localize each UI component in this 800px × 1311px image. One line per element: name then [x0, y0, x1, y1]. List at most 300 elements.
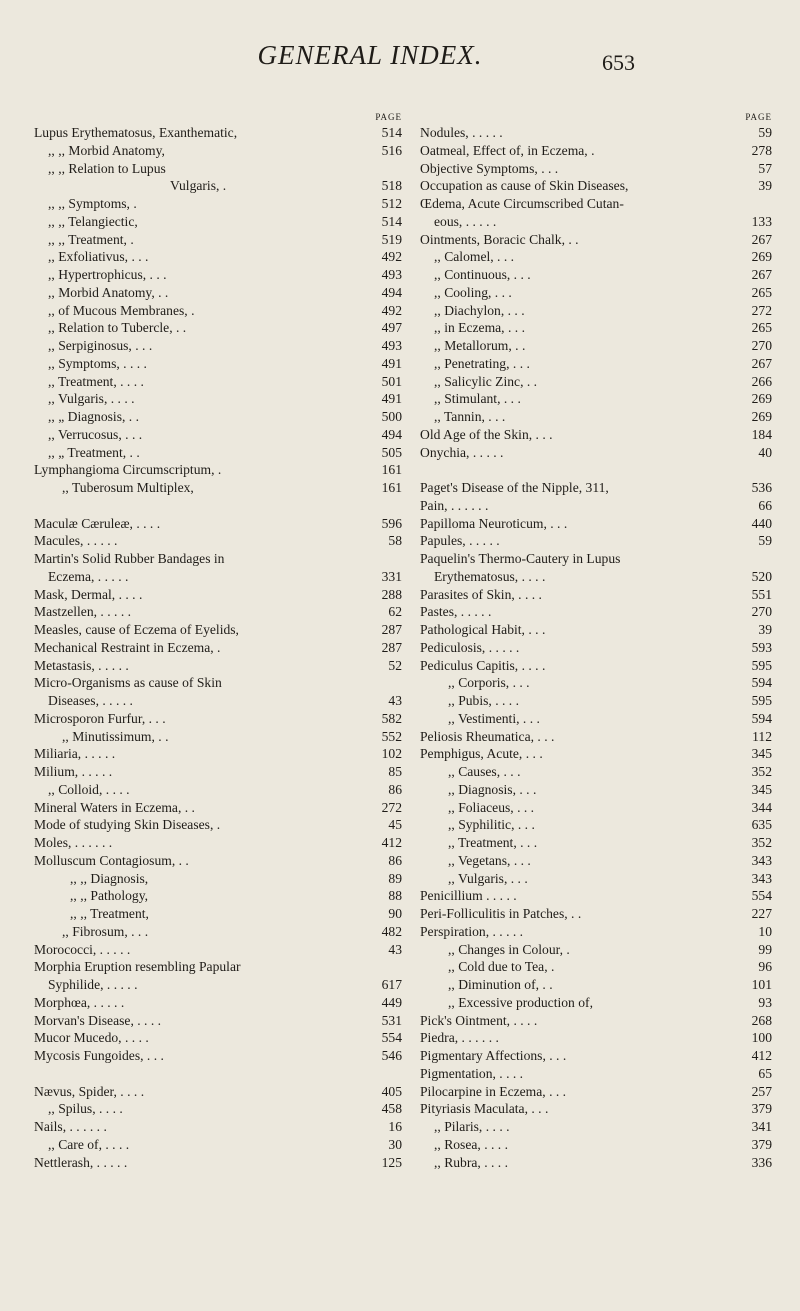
entry-label: ,, ,, Diagnosis,	[70, 870, 149, 886]
entry-page-number: 379	[751, 1101, 772, 1117]
index-column-left	[34, 110, 402, 1171]
entry-label: ,, Rubra, . . . .	[434, 1154, 509, 1170]
entry-label: ,, Corporis, . . .	[448, 675, 530, 691]
entry-label: ,, ,, Pathology,	[70, 888, 149, 904]
entry-page-number: 595	[751, 693, 772, 708]
entry-label: Syphilide, . . . . .	[48, 977, 138, 992]
entry-label: ,, Calomel, . . .	[434, 249, 515, 265]
entry-label: ,, Metallorum, . .	[434, 338, 526, 353]
index-entry	[420, 515, 772, 533]
entry-label: Macules, . . . . .	[34, 533, 118, 549]
entry-label: ,, „ Treatment, . .	[48, 444, 140, 460]
entry-page-number: 536	[751, 480, 772, 495]
entry-page-number: 265	[751, 320, 772, 336]
index-entry	[420, 905, 772, 923]
entry-page-number: 88	[388, 888, 402, 904]
page-number: 653	[602, 50, 635, 75]
index-entry	[420, 958, 772, 976]
index-entry	[420, 923, 772, 941]
entry-page-number: 257	[751, 1083, 772, 1099]
index-entry	[420, 763, 772, 781]
entry-page-number: 505	[381, 444, 402, 460]
entry-page-number: 270	[751, 604, 772, 620]
index-entry	[34, 231, 402, 249]
entry-page-number: 89	[388, 870, 402, 886]
index-entry	[34, 994, 402, 1012]
index-entry	[420, 497, 772, 515]
entry-page-number: 52	[388, 657, 402, 673]
entry-page-number: 184	[751, 426, 772, 442]
index-entry	[420, 941, 772, 959]
index-entry	[34, 1047, 402, 1065]
index-entry	[420, 213, 772, 231]
index-entry	[34, 941, 402, 959]
running-title: GENERAL INDEX.	[257, 40, 483, 70]
index-entry	[34, 976, 402, 994]
index-entry	[34, 302, 402, 320]
entry-label: ,, Penetrating, . . .	[434, 355, 530, 371]
entry-page-number: 494	[381, 426, 402, 442]
index-entry	[34, 728, 402, 746]
entry-label: ,, Continuous, . . .	[434, 267, 531, 282]
entry-label: ,, Stimulant, . . .	[434, 391, 521, 407]
index-entry	[420, 1065, 772, 1083]
entry-page-number: 93	[758, 994, 772, 1010]
entry-label: ,, Diachylon, . . .	[434, 302, 525, 318]
entry-page-number: 66	[758, 497, 772, 513]
entry-page-number: 331	[381, 568, 402, 584]
entry-page-number: 596	[381, 515, 402, 531]
index-entry	[34, 958, 402, 976]
entry-label: Erythematosus, . . . .	[434, 568, 546, 584]
entry-page-number: 267	[751, 231, 772, 247]
entry-label: Morphia Eruption resembling Papular	[34, 959, 241, 975]
entry-label: ,, of Mucous Membranes, .	[48, 302, 195, 318]
entry-label: Metastasis, . . . . .	[34, 657, 129, 673]
index-entry	[34, 603, 402, 621]
index-entry	[34, 799, 402, 817]
index-entry	[420, 1029, 772, 1047]
entry-label: ,, in Eczema, . . .	[434, 320, 525, 336]
index-entry	[34, 1136, 402, 1154]
entry-label: ,, Verrucosus, . . .	[48, 426, 143, 442]
entry-label: ,, Foliaceus, . . .	[448, 799, 535, 815]
entry-page-number: 58	[388, 533, 402, 549]
entry-page-number: 278	[751, 142, 772, 158]
entry-page-number: 43	[388, 693, 402, 708]
entry-label: Pathological Habit, . . .	[420, 622, 546, 637]
index-entry	[34, 905, 402, 923]
entry-label: ,, ,, Symptoms, .	[48, 196, 137, 211]
entry-page-number: 520	[751, 568, 772, 584]
entry-label: ,, Spilus, . . . .	[48, 1101, 123, 1117]
entry-page-number: 595	[751, 657, 772, 673]
entry-page-number: 546	[381, 1048, 402, 1063]
entry-label: Paget's Disease of the Nipple, 311,	[420, 480, 609, 495]
index-entry	[420, 319, 772, 337]
entry-label: Mask, Dermal, . . . .	[34, 586, 143, 602]
entry-label: ,, Serpiginosus, . . .	[48, 338, 153, 353]
index-entry	[34, 763, 402, 781]
entry-label: Nettlerash, . . . . .	[34, 1154, 128, 1170]
index-entry	[34, 674, 402, 692]
entry-page-number: 287	[381, 622, 402, 637]
entry-page-number: 269	[751, 391, 772, 407]
entry-page-number: 491	[381, 391, 402, 407]
index-entry	[34, 710, 402, 728]
index-entry	[420, 621, 772, 639]
index-entry	[34, 444, 402, 462]
index-entry	[34, 923, 402, 941]
index-entry	[420, 887, 772, 905]
index-entry	[34, 461, 402, 479]
entry-page-number: 272	[381, 799, 402, 815]
index-entry	[34, 1154, 402, 1172]
index-entry	[34, 248, 402, 266]
entry-label: ,, Care of, . . . .	[48, 1136, 130, 1152]
index-entry	[34, 1012, 402, 1030]
entry-label: Paquelin's Thermo-Cautery in Lupus	[420, 551, 621, 566]
entry-page-number: 516	[381, 142, 402, 158]
index-entry	[34, 373, 402, 391]
entry-page-number: 512	[381, 196, 402, 211]
entry-page-number: 336	[751, 1154, 772, 1170]
entry-label: Measles, cause of Eczema of Eyelids,	[34, 622, 239, 637]
entry-page-number: 16	[388, 1119, 402, 1134]
index-entry	[34, 586, 402, 604]
index-entry	[420, 390, 772, 408]
index-entry	[420, 248, 772, 266]
index-entry	[420, 302, 772, 320]
index-entry	[420, 745, 772, 763]
entry-label: Pain, . . . . . .	[420, 497, 489, 513]
entry-label: Objective Symptoms, . . .	[420, 160, 559, 176]
entry-page-number: 492	[381, 302, 402, 318]
entry-page-number: 288	[381, 586, 402, 602]
entry-page-number: 493	[381, 338, 402, 353]
index-entry	[420, 799, 772, 817]
entry-label: Peliosis Rheumatica, . . .	[420, 728, 555, 744]
entry-page-number: 65	[758, 1065, 772, 1081]
entry-label: Peri-Folliculitis in Patches, . .	[420, 906, 582, 921]
entry-page-number: 594	[751, 710, 772, 726]
section-gap	[34, 497, 402, 515]
index-entry	[420, 1100, 772, 1118]
entry-page-number: 551	[751, 586, 772, 602]
entry-label: Pediculus Capitis, . . . .	[420, 657, 546, 673]
index-entry	[420, 976, 772, 994]
index-entry	[34, 639, 402, 657]
entry-page-number: 161	[381, 462, 402, 478]
index-entry	[420, 373, 772, 391]
index-entry	[420, 177, 772, 195]
entry-label: Mode of studying Skin Diseases, .	[34, 817, 221, 833]
entry-label: Parasites of Skin, . . . .	[420, 586, 542, 602]
index-entry	[420, 532, 772, 550]
index-entry	[420, 816, 772, 834]
index-entry	[420, 337, 772, 355]
entry-label: Papules, . . . . .	[420, 533, 500, 549]
entry-label: Eczema, . . . . .	[48, 568, 129, 584]
entry-page-number: 352	[751, 835, 772, 850]
index-entry	[420, 674, 772, 692]
entry-label: Lymphangioma Circumscriptum, .	[34, 462, 222, 478]
entry-label: ,, Treatment, . . . .	[48, 373, 144, 389]
entry-label: ,, Relation to Tubercle, . .	[48, 320, 187, 336]
index-entry	[34, 319, 402, 337]
entry-label: Pick's Ointment, . . . .	[420, 1012, 538, 1028]
index-entry	[34, 355, 402, 373]
entry-label: ,, Cooling, . . .	[434, 284, 512, 300]
entry-page-number: 593	[751, 639, 772, 655]
entry-page-number: 582	[381, 710, 402, 726]
entry-label: ,, Causes, . . .	[448, 764, 521, 779]
entry-page-number: 412	[751, 1048, 772, 1063]
index-entry	[34, 621, 402, 639]
index-entry	[420, 426, 772, 444]
entry-label: ,, Tuberosum Multiplex,	[62, 480, 194, 495]
entry-label: ,, Hypertrophicus, . . .	[48, 267, 167, 282]
entry-page-number: 379	[751, 1136, 772, 1152]
index-entry	[34, 515, 402, 533]
index-entry	[420, 266, 772, 284]
entry-page-number: 227	[751, 906, 772, 921]
entry-page-number: 343	[751, 852, 772, 868]
entry-page-number: 458	[381, 1101, 402, 1117]
index-entry	[420, 1012, 772, 1030]
index-entry	[34, 213, 402, 231]
index-entry	[34, 692, 402, 710]
entry-page-number: 133	[751, 213, 772, 229]
entry-page-number: 440	[751, 515, 772, 531]
entry-label: Piedra, . . . . . .	[420, 1030, 499, 1046]
entry-label: ,, Cold due to Tea, .	[448, 959, 555, 975]
index-entry	[420, 781, 772, 799]
entry-page-number: 267	[751, 355, 772, 371]
entry-label: Ointments, Boracic Chalk, . .	[420, 231, 579, 247]
entry-page-number: 265	[751, 284, 772, 300]
entry-page-number: 343	[751, 870, 772, 886]
entry-label: ,, Pilaris, . . . .	[434, 1119, 510, 1134]
index-entry	[420, 568, 772, 586]
index-entry	[420, 1118, 772, 1136]
entry-page-number: 39	[758, 622, 772, 637]
entry-label: ,, Diagnosis, . . .	[448, 781, 537, 797]
entry-page-number: 594	[751, 675, 772, 691]
page-column-label: PAGE	[375, 112, 402, 122]
index-entry	[34, 816, 402, 834]
entry-label: ,, ,, Telangiectic,	[48, 213, 138, 229]
index-entry	[420, 586, 772, 604]
entry-label: ,, Vegetans, . . .	[448, 852, 531, 868]
entry-label: Old Age of the Skin, . . .	[420, 426, 553, 442]
index-entry	[34, 177, 402, 195]
entry-label: Morphœa, . . . . .	[34, 994, 125, 1010]
entry-page-number: 43	[388, 941, 402, 957]
index-entry	[34, 870, 402, 888]
entry-label: Diseases, . . . . .	[48, 693, 133, 708]
entry-page-number: 491	[381, 355, 402, 371]
index-entry	[420, 1047, 772, 1065]
entry-page-number: 40	[758, 444, 772, 460]
entry-page-number: 500	[381, 409, 402, 424]
index-entry	[420, 408, 772, 426]
entry-page-number: 57	[758, 160, 772, 176]
entry-page-number: 85	[388, 764, 402, 779]
entry-page-number: 270	[751, 338, 772, 353]
index-entry	[420, 692, 772, 710]
index-entry	[34, 479, 402, 497]
index-entry	[34, 390, 402, 408]
index-entry	[420, 657, 772, 675]
entry-label: ,, Fibrosum, . . .	[62, 923, 149, 939]
entry-label: Molluscum Contagiosum, . .	[34, 852, 189, 868]
entry-page-number: 268	[751, 1012, 772, 1028]
entry-label: Nævus, Spider, . . . .	[34, 1083, 145, 1099]
index-entry	[34, 1118, 402, 1136]
entry-label: ,, Vulgaris, . . .	[448, 870, 528, 886]
entry-page-number: 267	[751, 267, 772, 282]
index-entry	[34, 266, 402, 284]
index-entry	[34, 408, 402, 426]
entry-label: ,, Minutissimum, . .	[62, 728, 169, 744]
entry-label: Vulgaris, .	[170, 178, 227, 194]
entry-page-number: 554	[381, 1030, 402, 1046]
entry-label: ,, Changes in Colour, .	[448, 941, 570, 957]
page-header	[0, 40, 800, 90]
entry-page-number: 514	[381, 213, 402, 229]
index-entry	[420, 284, 772, 302]
index-entry	[34, 834, 402, 852]
entry-page-number: 493	[381, 267, 402, 282]
index-entry	[420, 160, 772, 178]
index-entry	[420, 124, 772, 142]
entry-page-number: 552	[381, 728, 402, 744]
entry-page-number: 266	[751, 373, 772, 389]
entry-page-number: 45	[388, 817, 402, 833]
entry-label: Onychia, . . . . .	[420, 444, 504, 460]
entry-label: ,, Salicylic Zinc, . .	[434, 373, 538, 389]
index-entry	[420, 834, 772, 852]
entry-label: ,, Symptoms, . . . .	[48, 355, 147, 371]
entry-label: Milium, . . . . .	[34, 764, 113, 779]
index-entry	[420, 852, 772, 870]
entry-page-number: 352	[751, 764, 772, 779]
entry-label: Mastzellen, . . . . .	[34, 604, 132, 620]
index-entry	[420, 994, 772, 1012]
entry-page-number: 482	[381, 923, 402, 939]
entry-label: Martin's Solid Rubber Bandages in	[34, 551, 225, 566]
entry-label: Micro-Organisms as cause of Skin	[34, 675, 222, 691]
section-gap	[34, 1065, 402, 1083]
entry-label: ,, „ Diagnosis, . .	[48, 409, 139, 424]
index-entry	[420, 479, 772, 497]
entry-label: ,, Tannin, . . .	[434, 409, 506, 424]
entry-label: ,, Vestimenti, . . .	[448, 710, 540, 726]
entry-page-number: 554	[751, 888, 772, 904]
entry-label: ,, Treatment, . . .	[448, 835, 538, 850]
entry-label: Pityriasis Maculata, . . .	[420, 1101, 549, 1117]
entry-label: Morvan's Disease, . . . .	[34, 1012, 162, 1028]
index-entry	[420, 195, 772, 213]
entry-page-number: 96	[758, 959, 772, 975]
index-entry	[420, 355, 772, 373]
entry-label: ,, Vulgaris, . . . .	[48, 391, 135, 407]
index-entry	[420, 870, 772, 888]
entry-label: ,, Syphilitic, . . .	[448, 817, 535, 833]
entry-label: Lupus Erythematosus, Exanthematic,	[34, 125, 238, 140]
index-entry	[34, 852, 402, 870]
entry-label: Microsporon Furfur, . . .	[34, 710, 166, 726]
index-entry	[420, 444, 772, 462]
index-entry	[420, 1083, 772, 1101]
entry-page-number: 617	[381, 977, 402, 992]
entry-page-number: 10	[758, 923, 772, 939]
entry-label: Perspiration, . . . . .	[420, 923, 524, 939]
index-entry	[420, 1154, 772, 1172]
index-entry	[34, 550, 402, 568]
entry-label: Penicillium . . . . .	[420, 888, 517, 904]
entry-label: ,, Morbid Anatomy, . .	[48, 284, 169, 300]
entry-page-number: 30	[388, 1136, 402, 1152]
index-entry	[420, 550, 772, 568]
index-entry	[34, 568, 402, 586]
entry-page-number: 345	[751, 781, 772, 797]
entry-page-number: 59	[758, 533, 772, 549]
entry-label: Miliaria, . . . . .	[34, 746, 116, 762]
index-entry	[34, 160, 402, 178]
entry-page-number: 345	[751, 746, 772, 762]
index-entry	[34, 657, 402, 675]
entry-label: ,, ,, Relation to Lupus	[48, 160, 166, 176]
entry-label: ,, Excessive production of,	[448, 994, 593, 1010]
index-entry	[34, 1083, 402, 1101]
entry-page-number: 501	[381, 373, 402, 389]
entry-page-number: 494	[381, 284, 402, 300]
entry-label: Moles, . . . . . .	[34, 835, 113, 850]
entry-page-number: 341	[751, 1119, 772, 1134]
index-entry	[420, 231, 772, 249]
entry-label: Mycosis Fungoides, . . .	[34, 1048, 164, 1063]
entry-page-number: 112	[752, 728, 772, 744]
entry-label: Maculæ Cæruleæ, . . . .	[34, 515, 161, 531]
entry-label: Papilloma Neuroticum, . . .	[420, 515, 568, 531]
entry-page-number: 59	[758, 125, 772, 140]
entry-label: Nails, . . . . . .	[34, 1119, 107, 1134]
entry-label: ,, ,, Morbid Anatomy,	[48, 142, 165, 158]
entry-page-number: 101	[751, 977, 772, 992]
entry-label: eous, . . . . .	[434, 213, 497, 229]
entry-page-number: 412	[381, 835, 402, 850]
entry-label: Œdema, Acute Circumscribed Cutan-	[420, 196, 624, 211]
entry-label: Occupation as cause of Skin Diseases,	[420, 178, 629, 194]
entry-page-number: 161	[381, 480, 402, 495]
entry-page-number: 86	[388, 781, 402, 797]
entry-label: Pigmentation, . . . .	[420, 1065, 524, 1081]
index-column-right	[420, 110, 772, 1171]
entry-label: Pediculosis, . . . . .	[420, 639, 520, 655]
index-entry	[34, 532, 402, 550]
entry-page-number: 39	[758, 178, 772, 194]
index-entry	[34, 124, 402, 142]
index-entry	[420, 639, 772, 657]
index-entry	[34, 1100, 402, 1118]
entry-page-number: 62	[388, 604, 402, 620]
entry-label: Mineral Waters in Eczema, . .	[34, 799, 195, 815]
entry-page-number: 405	[381, 1083, 402, 1099]
entry-page-number: 518	[381, 178, 402, 194]
page-column-label: PAGE	[745, 112, 772, 122]
